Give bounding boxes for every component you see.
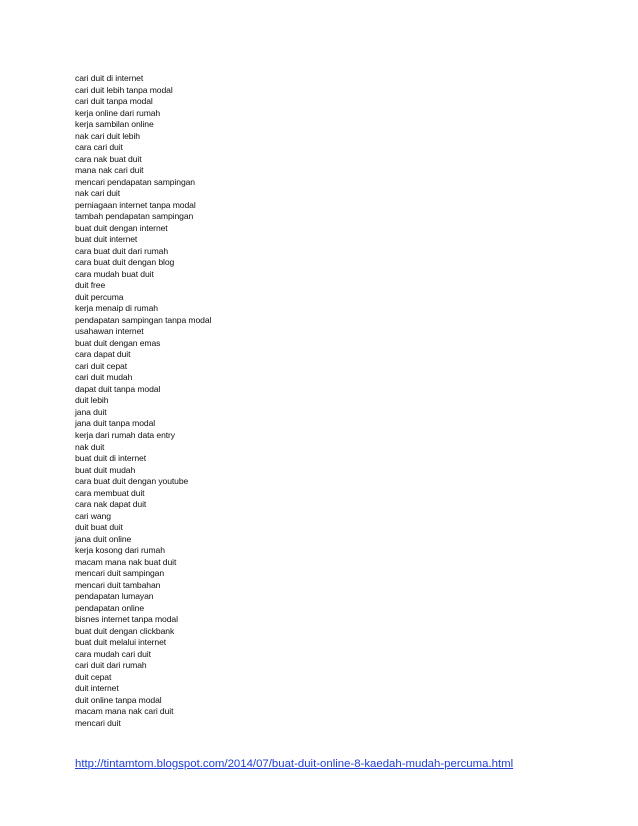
keyword-item: kerja menaip di rumah: [75, 303, 158, 314]
keyword-item: cara buat duit dengan youtube: [75, 476, 189, 487]
source-link[interactable]: http://tintamtom.blogspot.com/2014/07/buat-duit-online-8-kaedah-mudah-percuma.html: [75, 758, 514, 770]
keyword-item: jana duit online: [75, 533, 132, 544]
keyword-item: mana nak cari duit: [75, 165, 144, 176]
keyword-item: mencari duit tambahan: [75, 579, 161, 590]
keyword-item: buat duit melalui internet: [75, 637, 167, 648]
keyword-item: duit free: [75, 280, 106, 291]
keyword-item: mencari duit sampingan: [75, 568, 165, 579]
keyword-item: pendapatan online: [75, 602, 145, 613]
keyword-item: cara nak dapat duit: [75, 499, 147, 510]
keyword-item: duit lebih: [75, 395, 109, 406]
keyword-item: duit buat duit: [75, 522, 123, 533]
keyword-item: cari duit tanpa modal: [75, 96, 153, 107]
keyword-item: jana duit: [75, 406, 107, 417]
keyword-item: cara nak buat duit: [75, 153, 142, 164]
keyword-item: cari duit di internet: [75, 73, 144, 83]
keyword-item: kerja dari rumah data entry: [75, 429, 175, 440]
keyword-item: cara buat duit dengan blog: [75, 257, 175, 268]
keyword-item: cari duit mudah: [75, 372, 133, 383]
keyword-item: usahawan internet: [75, 326, 144, 337]
keyword-item: cara mudah cari duit: [75, 648, 151, 659]
keyword-item: mencari pendapatan sampingan: [75, 176, 195, 187]
keyword-item: cara mudah buat duit: [75, 268, 154, 279]
keyword-item: nak duit: [75, 441, 105, 452]
keyword-item: pendapatan lumayan: [75, 591, 154, 602]
keyword-item: buat duit di internet: [75, 453, 146, 464]
keyword-item: buat duit dengan emas: [75, 337, 161, 348]
keyword-item: cara membuat duit: [75, 487, 145, 498]
keyword-item: buat duit dengan clickbank: [75, 625, 175, 636]
keyword-item: cari duit lebih tanpa modal: [75, 84, 173, 95]
keyword-item: perniagaan internet tanpa modal: [75, 199, 196, 210]
keyword-item: kerja online dari rumah: [75, 107, 161, 118]
keyword-item: jana duit tanpa modal: [75, 418, 156, 429]
keyword-item: kerja sambilan online: [75, 119, 154, 130]
keyword-item: buat duit dengan internet: [75, 222, 168, 233]
keyword-item: duit percuma: [75, 291, 124, 302]
keyword-item: macam mana nak buat duit: [75, 556, 177, 567]
keyword-item: nak cari duit: [75, 188, 121, 199]
keyword-item: cari duit dari rumah: [75, 660, 147, 671]
keyword-item: buat duit mudah: [75, 464, 136, 475]
keyword-item: cara dapat duit: [75, 349, 131, 360]
keyword-item: kerja kosong dari rumah: [75, 545, 165, 556]
keyword-item: macam mana nak cari duit: [75, 706, 174, 717]
keyword-item: duit online tanpa modal: [75, 694, 162, 705]
keyword-item: cari wang: [75, 510, 111, 521]
keyword-list: [75, 73, 211, 729]
keyword-item: mencari duit: [75, 717, 121, 728]
keyword-item: dapat duit tanpa modal: [75, 383, 161, 394]
keyword-item: duit cepat: [75, 671, 112, 682]
keyword-item: bisnes internet tanpa modal: [75, 614, 178, 625]
keyword-item: nak cari duit lebih: [75, 130, 140, 141]
keyword-item: pendapatan sampingan tanpa modal: [75, 314, 212, 325]
keyword-item: tambah pendapatan sampingan: [75, 211, 194, 222]
keyword-item: cara cari duit: [75, 142, 123, 153]
keyword-item: cari duit cepat: [75, 360, 128, 371]
keyword-item: cara buat duit dari rumah: [75, 245, 169, 256]
keyword-item: duit internet: [75, 683, 119, 694]
keyword-item: buat duit internet: [75, 234, 138, 245]
